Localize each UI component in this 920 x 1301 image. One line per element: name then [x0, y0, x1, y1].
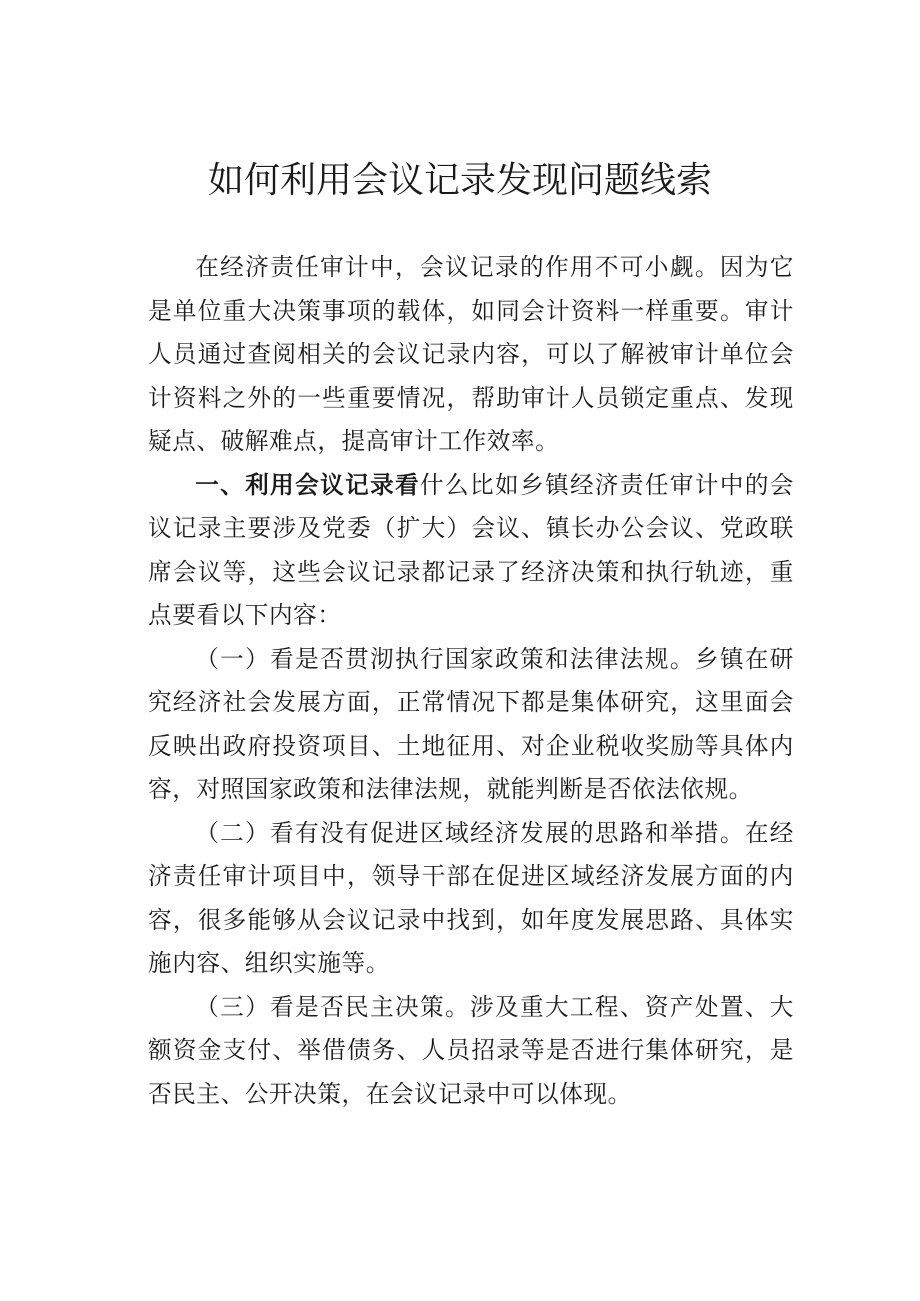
document-title: 如何利用会议记录发现问题线索 [207, 160, 712, 201]
paragraph-text: （一）看是否贯沏执行国家政策和法律法规。乡镇在研究经济社会发展方面，正常情况下都是集体研究，这里面会反映出政府投资项目、土地征用、对企业税收奖励等具体内容，对照国家政策和法律法规，就能判断是否依法依规。 [148, 644, 794, 803]
section-heading: 一、利用会议记录看 [195, 470, 421, 499]
paragraph-text: （二）看有没有促进区域经济发展的思路和举措。在经济责任审计项目中，领导干部在促进区域经济发展方面的内容，很多能够从会议记录中找到，如年度发展思路、具体实施内容、组织实施等。 [148, 818, 794, 977]
paragraph-item-3 [148, 986, 794, 1117]
paragraph-text: 在经济责任审计中，会议记录的作用不可小觑。因为它是单位重大决策事项的载体，如同会计资料一样重要。审计人员通过查阅相关的会议记录内容，可以了解被审计单位会计资料之外的一些重要情况，帮助审计人员锁定重点、发现疑点、破解难点，提高审计工作效率。 [148, 253, 794, 455]
paragraph-item-2 [148, 812, 794, 986]
paragraph-section-one [148, 464, 794, 638]
paragraph-intro [148, 246, 794, 464]
document-body [148, 246, 794, 1116]
paragraph-item-1 [148, 638, 794, 812]
paragraph-text: 什么比如乡镇经济责任审计中的会议记录主要涉及党委（扩大）会议、镇长办公会议、党政联席会议等，这些会议记录都记录了经济决策和执行轨迹，重点要看以下内容： [148, 470, 795, 629]
paragraph-text: （三）看是否民主决策。涉及重大工程、资产处置、大额资金支付、举借债务、人员招录等是否进行集体研究，是否民主、公开决策，在会议记录中可以体现。 [148, 992, 794, 1108]
